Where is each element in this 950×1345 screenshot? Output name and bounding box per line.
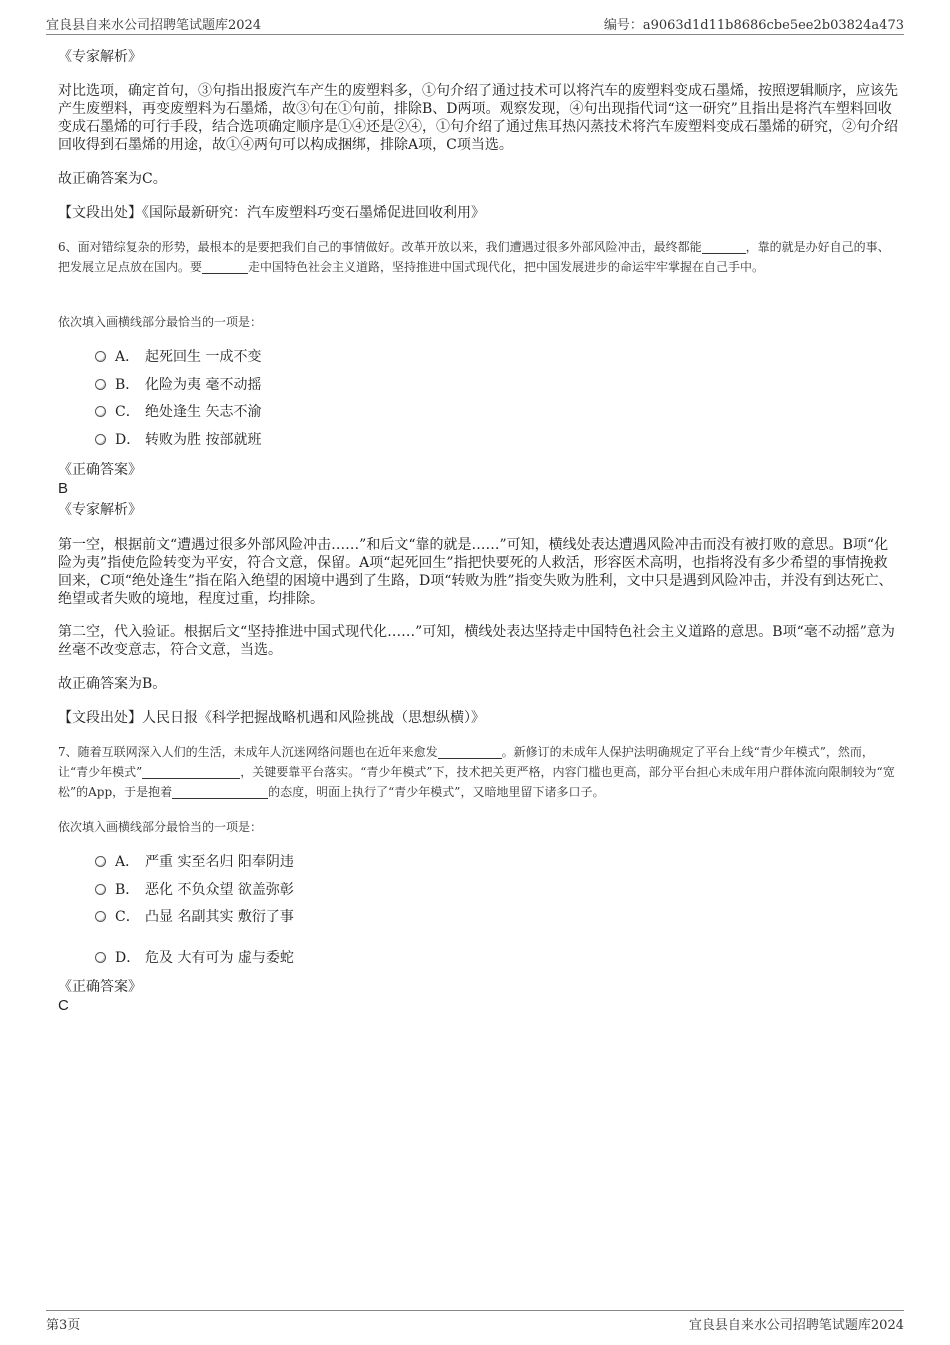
q6-instruction: 依次填入画横线部分最恰当的一项是： bbox=[58, 315, 263, 329]
q7-answer: C bbox=[58, 997, 69, 1014]
q6-option-b[interactable] bbox=[95, 376, 261, 394]
page-header-title: 宜良县自来水公司招聘笔试题库2024 bbox=[46, 18, 262, 33]
option-text: 绝处逢生 矢志不渝 bbox=[145, 404, 262, 420]
q6-option-c[interactable] bbox=[95, 403, 261, 421]
q6-analysis-1: 第一空，根据前文“遭遇过很多外部风险冲击……”和后文“靠的就是……”可知，横线处表达遭遇风险冲击而没有被打败的意思。B项“化险为夷”指使危险转变为平安，符合文意，保留。A项“起死回生”指把快要死的人救活，形容医术高明，也指将没有多少希望的事情挽救回来，C项“绝处逢生”指在陷入绝望的困境中遇到了生路，D项“转败为胜”指变失败为胜利，文中只是遇到风险冲击，并没有到达死亡、绝望或者失败的境地，程度过重，均排除。 bbox=[58, 537, 893, 607]
option-label: A． bbox=[115, 854, 140, 870]
q7-stem-part-d: 的态度，明面上执行了“青少年模式”，又暗地里留下诸多口子。 bbox=[268, 785, 605, 799]
radio-icon[interactable] bbox=[95, 911, 106, 922]
option-label: B． bbox=[115, 377, 140, 393]
q7-blank-2 bbox=[142, 765, 240, 779]
radio-icon[interactable] bbox=[95, 379, 106, 390]
q6-stem bbox=[58, 237, 898, 277]
q6-source: 【文段出处】人民日报《科学把握战略机遇和风险挑战（思想纵横）》 bbox=[58, 710, 485, 726]
option-text: 恶化 不负众望 欲盖弥彰 bbox=[145, 882, 294, 898]
option-label: D． bbox=[115, 432, 141, 448]
header-divider bbox=[46, 34, 904, 35]
q6-analysis-2: 第二空，代入验证。根据后文“坚持推进中国式现代化……”可知，横线处表达坚持走中国特色社会主义道路的意思。B项“毫不动摇”意为丝毫不改变意志，符合文意，当选。 bbox=[58, 624, 895, 658]
radio-icon[interactable] bbox=[95, 884, 106, 895]
q7-stem bbox=[58, 742, 898, 802]
option-label: C． bbox=[115, 909, 140, 925]
q7-blank-1 bbox=[438, 745, 502, 759]
q6-option-a[interactable] bbox=[95, 348, 261, 366]
q7-option-c[interactable] bbox=[95, 908, 294, 926]
q5-expert-label: 《专家解析》 bbox=[58, 49, 142, 65]
q7-option-d[interactable] bbox=[95, 949, 294, 967]
q7-option-a[interactable] bbox=[95, 853, 294, 871]
q7-blank-3 bbox=[172, 785, 268, 799]
footer-divider bbox=[46, 1310, 904, 1311]
q5-source: 【文段出处】《国际最新研究：汽车废塑料巧变石墨烯促进回收利用》 bbox=[58, 205, 485, 221]
option-label: A． bbox=[115, 349, 140, 365]
option-text: 化险为夷 毫不动摇 bbox=[145, 377, 262, 393]
option-text: 凸显 名副其实 敷衍了事 bbox=[145, 909, 294, 925]
q6-stem-part-a: 6、面对错综复杂的形势，最根本的是要把我们自己的事情做好。改革开放以来，我们遭遇过很多外部风险冲击，最终都能 bbox=[58, 240, 702, 254]
option-label: B． bbox=[115, 882, 140, 898]
option-text: 严重 实至名归 阳奉阴违 bbox=[145, 854, 294, 870]
radio-icon[interactable] bbox=[95, 856, 106, 867]
q7-stem-part-b: 。新修订的未成年人保护法明确规定了平台上线“青少年模式”，然而，让“青少年模式” bbox=[58, 745, 874, 779]
q7-option-b[interactable] bbox=[95, 881, 294, 899]
page-footer-title: 宜良县自来水公司招聘笔试题库2024 bbox=[688, 1318, 904, 1333]
q7-stem-part-c: ，关键要靠平台落实。“青少年模式”下，技术把关更严格，内容门槛也更高，部分平台担心未成年用户群体流向限制较为“宽松”的App，于是抱着 bbox=[58, 765, 895, 799]
q7-instruction: 依次填入画横线部分最恰当的一项是： bbox=[58, 820, 263, 834]
document-id: 编号：a9063d1d11b8686cbe5ee2b03824a473 bbox=[603, 18, 904, 33]
q5-analysis: 对比选项，确定首句，③句指出报废汽车产生的废塑料多，①句介绍了通过技术可以将汽车的废塑料变成石墨烯，按照逻辑顺序，应该先产生废塑料，再变废塑料为石墨烯，故③句在①句前，排除B、D两项。观察发现，④句出现指代词“这一研究”且指出是将汽车塑料回收变成石墨烯的可行手段，结合选项确定顺序是①④还是②④，①句介绍了通过焦耳热闪蒸技术将汽车废塑料变成石墨烯的研究，②句介绍回收得到石墨烯的用途，故①④两句可以构成捆绑，排除A项，C项当选。 bbox=[58, 83, 898, 153]
q7-stem-part-a: 7、随着互联网深入人们的生活，未成年人沉迷网络问题也在近年来愈发 bbox=[58, 745, 438, 759]
radio-icon[interactable] bbox=[95, 434, 106, 445]
option-label: D． bbox=[115, 950, 141, 966]
q7-answer-label: 《正确答案》 bbox=[58, 979, 142, 995]
q6-option-d[interactable] bbox=[95, 431, 261, 449]
q6-expert-label: 《专家解析》 bbox=[58, 502, 142, 518]
q5-conclusion: 故正确答案为C。 bbox=[58, 171, 167, 187]
radio-icon[interactable] bbox=[95, 406, 106, 417]
radio-icon[interactable] bbox=[95, 351, 106, 362]
q6-blank-1 bbox=[702, 240, 746, 254]
option-text: 危及 大有可为 虚与委蛇 bbox=[145, 950, 294, 966]
q6-answer: B bbox=[58, 480, 69, 497]
page-number: 第3页 bbox=[46, 1318, 81, 1333]
q6-stem-part-c: 走中国特色社会主义道路，坚持推进中国式现代化，把中国发展进步的命运牢牢掌握在自己手中。 bbox=[248, 260, 765, 274]
option-label: C． bbox=[115, 404, 140, 420]
q6-answer-label: 《正确答案》 bbox=[58, 462, 142, 478]
option-text: 起死回生 一成不变 bbox=[145, 349, 262, 365]
option-text: 转败为胜 按部就班 bbox=[145, 432, 262, 448]
q6-conclusion: 故正确答案为B。 bbox=[58, 676, 167, 692]
q6-stem-part-b: ，靠的就是办好自己的事、把发展立足点放在国内。要 bbox=[58, 240, 890, 274]
radio-icon[interactable] bbox=[95, 952, 106, 963]
q6-blank-2 bbox=[202, 260, 248, 274]
